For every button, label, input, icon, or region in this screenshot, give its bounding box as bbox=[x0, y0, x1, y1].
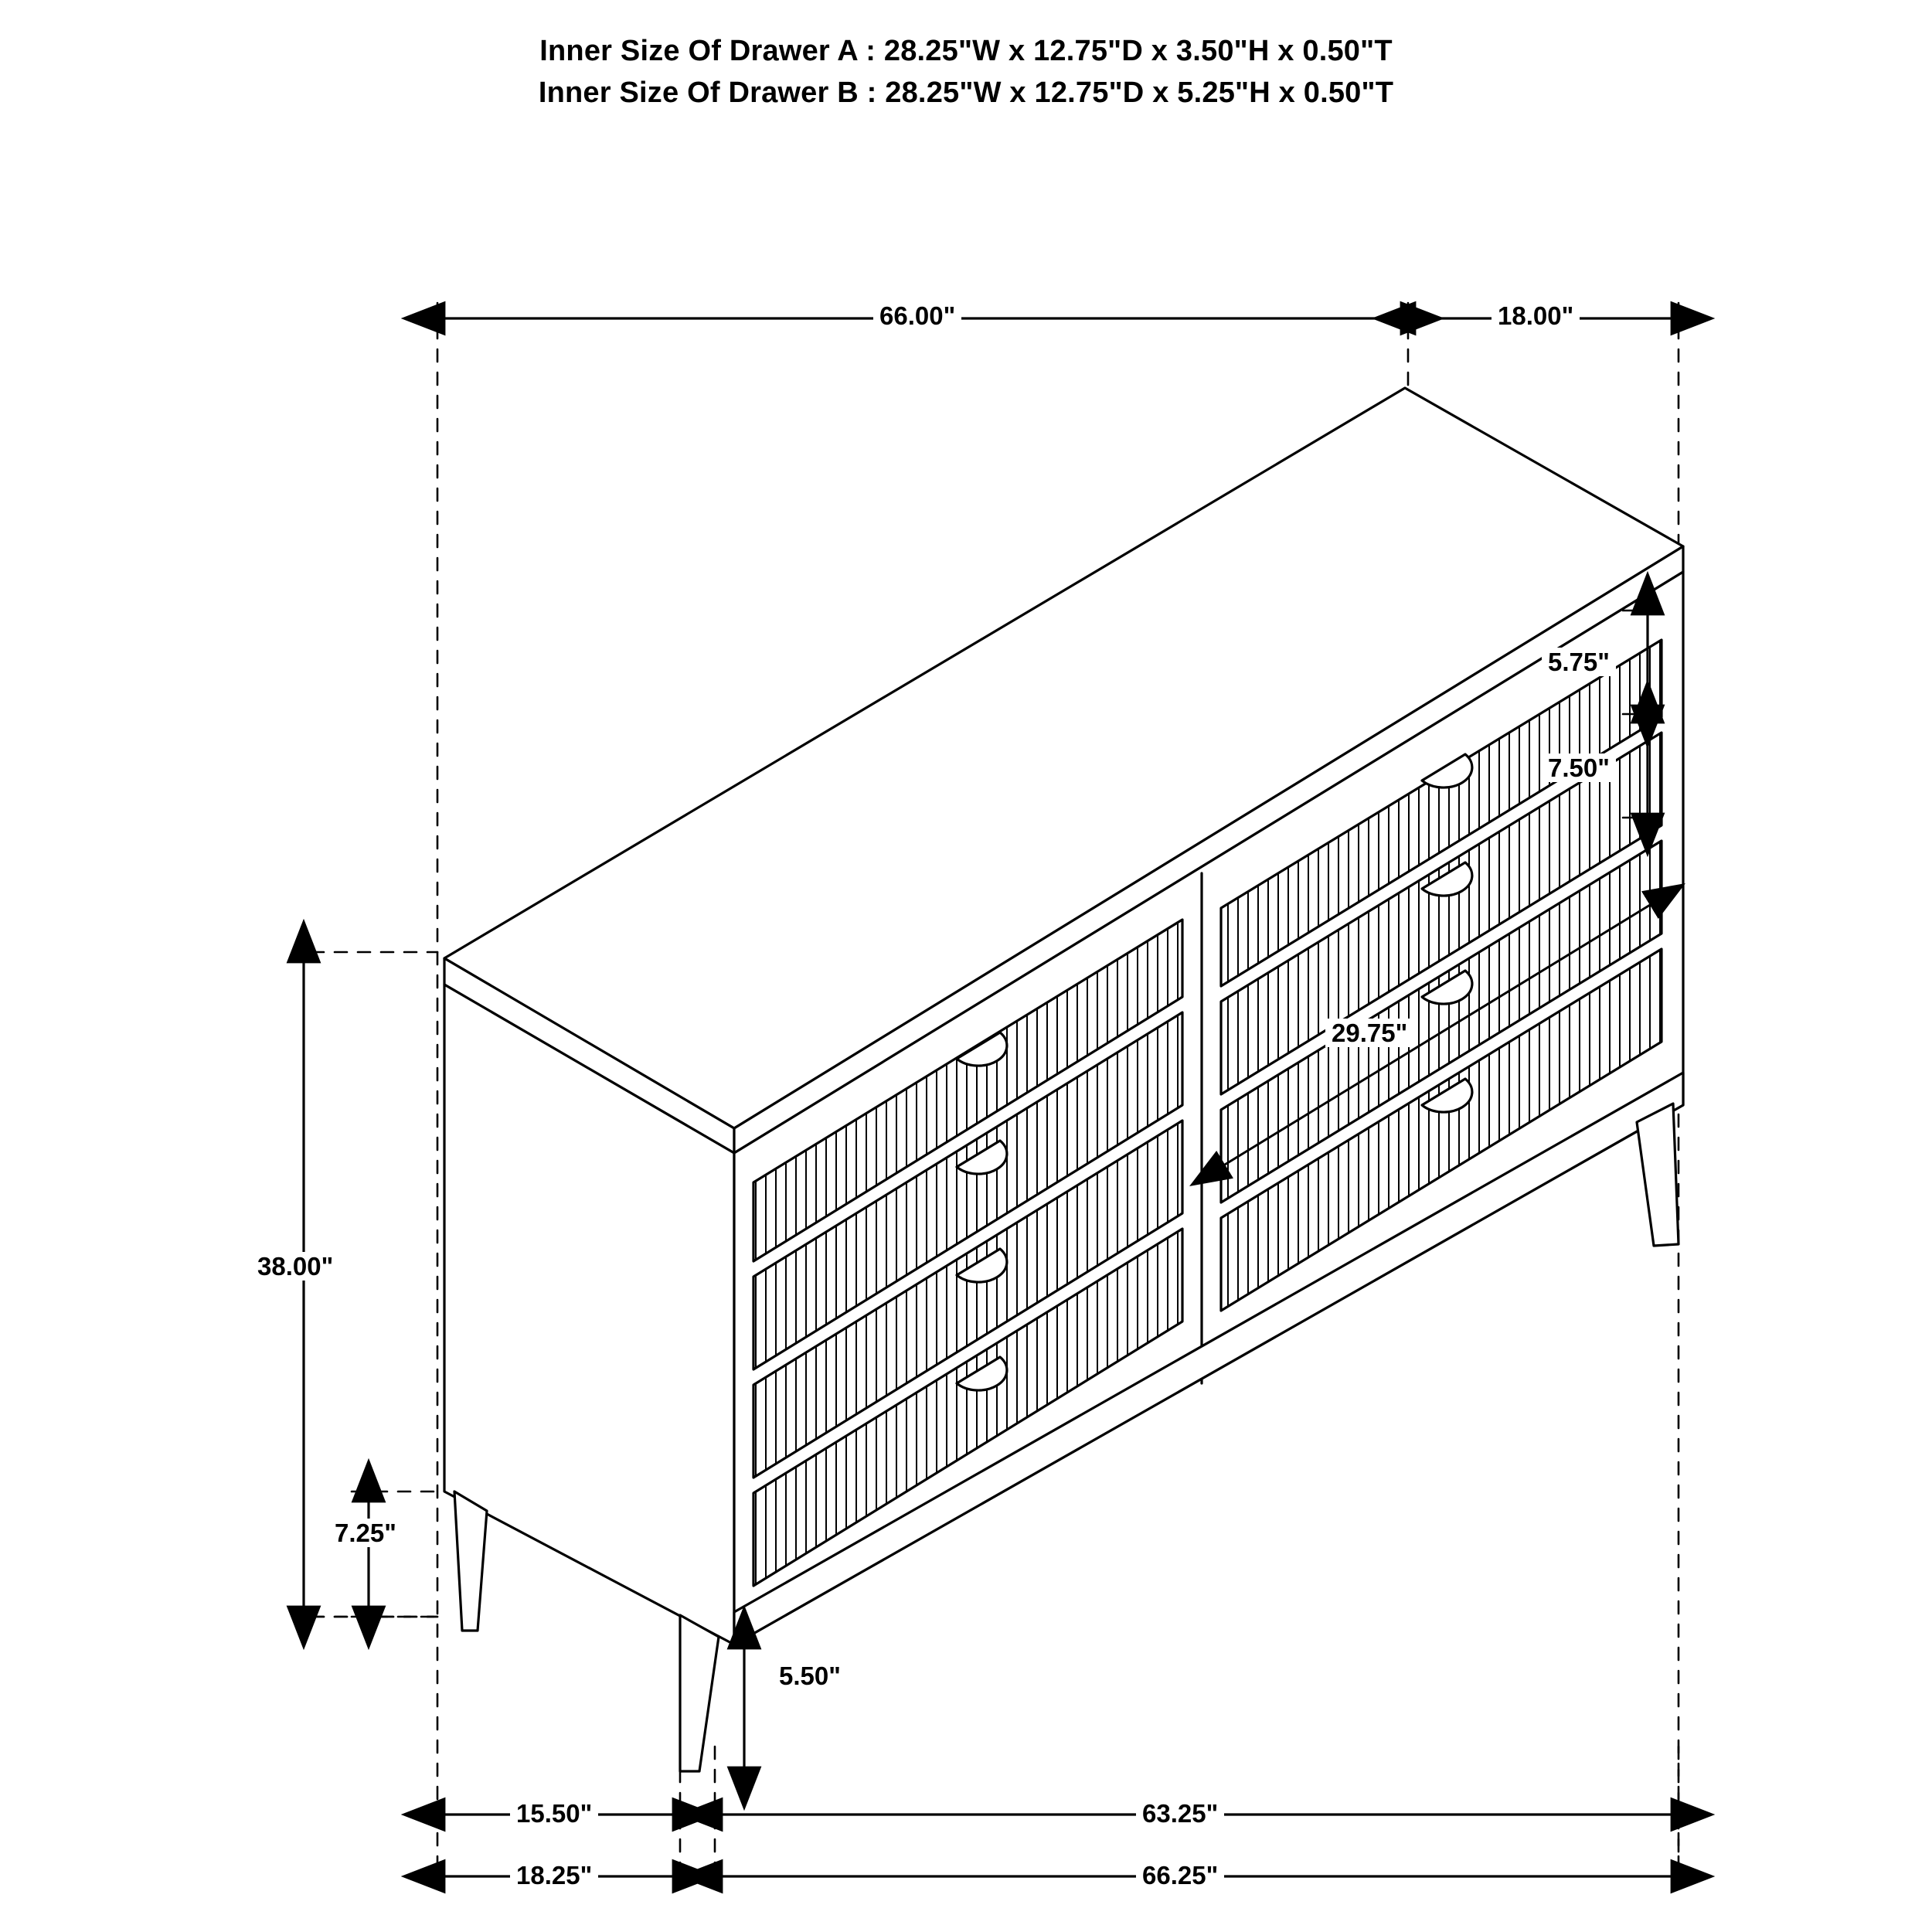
dim-label-drawer-front-second: 7.50" bbox=[1542, 753, 1616, 782]
dim-label-overall-height: 38.00" bbox=[251, 1252, 339, 1281]
drawer-b-spec: Inner Size Of Drawer B : 28.25"W x 12.75"D x 5.25"H x 0.50"T bbox=[538, 76, 1394, 109]
dim-label-base-front: 63.25" bbox=[1136, 1799, 1224, 1828]
dim-label-leg-to-case: 7.25" bbox=[328, 1519, 403, 1547]
dim-label-drawer-bank-width: 29.75" bbox=[1325, 1019, 1413, 1047]
dim-label-drawer-front-top: 5.75" bbox=[1542, 648, 1616, 676]
dim-label-top-width: 66.00" bbox=[873, 301, 961, 330]
dim-label-foot-left: 18.25" bbox=[510, 1861, 598, 1889]
drawer-a-spec: Inner Size Of Drawer A : 28.25"W x 12.75"D x 3.50"H x 0.50"T bbox=[539, 35, 1393, 67]
dim-label-base-left: 15.50" bbox=[510, 1799, 598, 1828]
dim-label-leg-height: 5.50" bbox=[773, 1662, 847, 1690]
dim-label-foot-front: 66.25" bbox=[1136, 1861, 1224, 1889]
dim-label-top-depth: 18.00" bbox=[1492, 301, 1580, 330]
